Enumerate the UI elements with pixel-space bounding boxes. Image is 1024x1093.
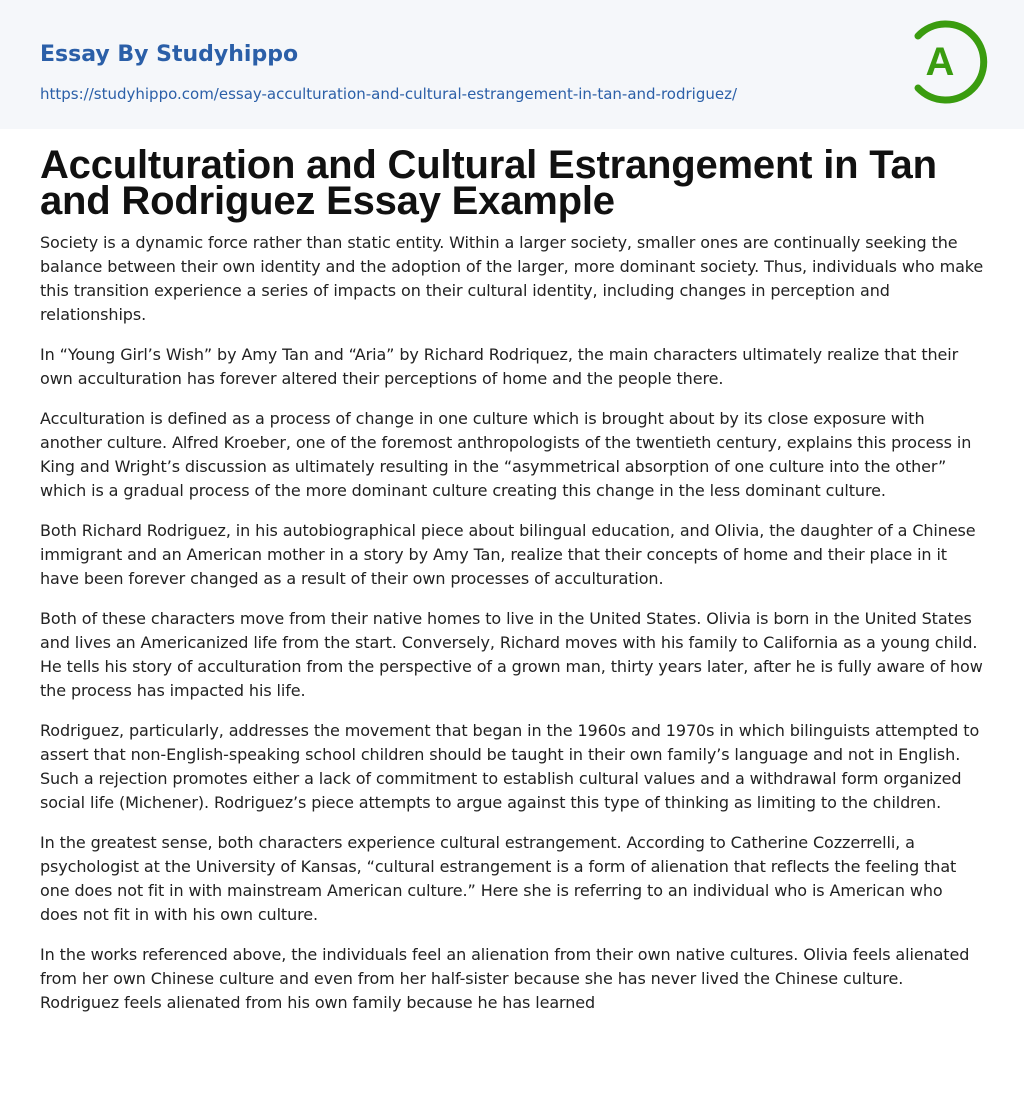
brand-name[interactable]: Essay By Studyhippo [40,42,299,67]
essay-url-link[interactable]: https://studyhippo.com/essay-acculturation-and-cultural-estrangement-in-tan-and-rodriguez/ [40,85,738,103]
paragraph: Society is a dynamic force rather than static entity. Within a larger society, smaller ones are continually seeking the balance between their own identity and the adoption of the larger, more dominant society. Thus, individuals who make this transition experience a series of impacts on their cultural identity, including changes in perception and relationships. [40,233,984,324]
svg-text:A: A [925,40,955,84]
paragraph: In the greatest sense, both characters experience cultural estrangement. According to Catherine Cozzerrelli, a psychologist at the University of Kansas, “cultural estrangement is a form of alienation that reflects the feeling that one does not fit in with mainstream American culture.” Here she is referring to an individual who is American who does not fit in with his own culture. [40,833,957,924]
paragraph: Acculturation is defined as a process of change in one culture which is brought about by its close exposure with another culture. Alfred Kroeber, one of the foremost anthropologists of the twentieth century, explains this process in King and Wright’s discussion as ultimately resulting in the “asymmetrical absorption of one culture into the other” which is a gradual process of the more dominant culture creating this change in the less dominant culture. [40,409,972,500]
paragraph: Both Richard Rodriguez, in his autobiographical piece about bilingual education, and Olivia, the daughter of a Chinese immigrant and an American mother in a story by Amy Tan, realize that their concepts of home and their place in it have been forever changed as a result of their own processes of acculturation. [40,521,976,588]
paragraph: In the works referenced above, the individuals feel an alienation from their own native cultures. Olivia feels alienated from her own Chinese culture and even from her half-sister because she has never lived the Chinese culture. Rodriguez feels alienated from his own family because he has learned [40,945,970,1012]
studyhippo-logo-icon[interactable] [900,18,988,106]
page-title: Acculturation and Cultural Estrangement in Tan and Rodriguez Essay Example [40,143,937,223]
paragraph: In “Young Girl’s Wish” by Amy Tan and “Aria” by Richard Rodriquez, the main characters ultimately realize that their own acculturation has forever altered their perceptions of home and the people there. [40,345,959,388]
paragraph: Both of these characters move from their native homes to live in the United States. Olivia is born in the United States and lives an Americanized life from the start. Conversely, Richard moves with his family to California as a young child. He tells his story of acculturation from the perspective of a grown man, thirty years later, after he is fully aware of how the process has impacted his life. [40,609,983,700]
article [0,129,1024,1071]
paragraph: Rodriguez, particularly, addresses the movement that began in the 1960s and 1970s in which bilinguists attempted to assert that non-English-speaking school children should be taught in their own family’s language and not in English. Such a rejection promotes either a lack of commitment to establish cultural values and a withdrawal form organized social life (Michener). Rodriguez’s piece attempts to argue against this type of thinking as limiting to the children. [40,721,980,812]
site-header [0,0,1024,129]
